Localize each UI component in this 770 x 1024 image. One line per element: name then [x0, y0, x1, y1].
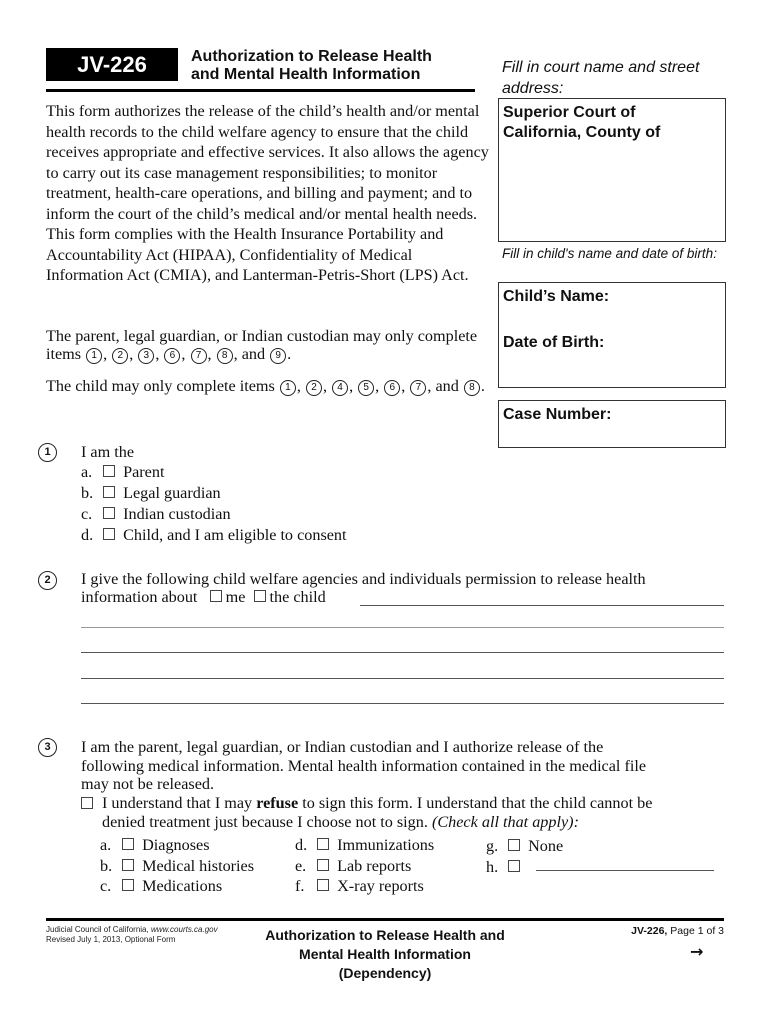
recipient-line[interactable] [81, 652, 724, 653]
refuse-checkbox[interactable] [81, 797, 93, 809]
item2-line1: I give the following child welfare agencies and individuals permission to release health [81, 570, 646, 588]
court-hint: Fill in court name and street address: [502, 59, 700, 97]
parent-note-text: The parent, legal guardian, or Indian custodian may only complete items [46, 327, 478, 363]
item-ref-circle: 2 [306, 380, 322, 396]
checkbox[interactable] [122, 879, 134, 891]
child-note-text: The child may only complete items [46, 377, 275, 395]
item3-option-b: b. Medical histories [100, 856, 255, 875]
recipient-line[interactable] [81, 678, 724, 679]
item-ref-circle: 2 [112, 348, 128, 364]
header-divider [46, 89, 475, 92]
case-number-field[interactable] [498, 400, 726, 448]
item2-line2: information about me the child [81, 588, 326, 606]
checkbox[interactable] [317, 879, 329, 891]
court-label-line2: California, County of [503, 124, 661, 141]
item1-option-a: a. Parent [81, 463, 165, 481]
form-id-badge: JV-226 [46, 48, 178, 81]
case-number-label: Case Number: [503, 406, 612, 423]
checkbox[interactable] [122, 859, 134, 871]
recipient-line[interactable] [360, 605, 724, 606]
item1-options [81, 462, 347, 546]
checkbox[interactable] [103, 528, 115, 540]
item-ref-circle: 1 [280, 380, 296, 396]
checkbox[interactable] [103, 507, 115, 519]
checkbox[interactable] [103, 465, 115, 477]
form-title-line1: Authorization to Release Health [191, 48, 432, 65]
item2-text [81, 570, 741, 606]
child-info-box [498, 282, 726, 388]
court-label [499, 99, 725, 143]
item-ref-circle: 7 [191, 348, 207, 364]
recipient-line[interactable] [81, 627, 724, 628]
item3-option-d: d. Immunizations [295, 836, 435, 854]
item3-option-g: g. None [486, 837, 564, 855]
item3-option-a: a. Diagnoses [100, 836, 210, 854]
item-ref-circle: 7 [410, 380, 426, 396]
item-ref-circle: 6 [164, 348, 180, 364]
parent-items-note: The parent, legal guardian, or Indian custodian may only complete items 1 , 2 , 3 , 6 , 7 , 8 , and 9 . [46, 327, 478, 363]
footer-page-info [560, 925, 724, 937]
footer-title: Authorization to Release Health and Mental Health Information (Dependency) [265, 927, 505, 981]
refuse-statement: I understand that I may refuse to sign this form. I understand that the child cannot be denied treatment just because I choose not to sign. (Check all that apply): [102, 794, 653, 831]
child-items-note: The child may only complete items 1 , 2 , 4 , 5 , 6 , 7 , and 8 . [46, 377, 485, 395]
item-ref-circle: 8 [464, 380, 480, 396]
child-name-label: Child’s Name: [503, 288, 610, 305]
item-ref-circle: 9 [270, 348, 286, 364]
item-number-2: 2 [38, 571, 57, 590]
checkbox-the-child[interactable] [254, 590, 266, 602]
dob-field[interactable] [499, 329, 725, 353]
form-title [191, 48, 432, 84]
other-info-line[interactable] [536, 870, 714, 871]
page-number: Page 1 of 3 [667, 925, 724, 937]
child-name-field[interactable] [499, 283, 725, 329]
footer-form-id: JV-226, [631, 925, 668, 937]
child-hint: Fill in child's name and date of birth: [502, 246, 717, 261]
footer-revised: Revised July 1, 2013, Optional Form [46, 935, 176, 944]
checkbox[interactable] [317, 859, 329, 871]
checkbox-me[interactable] [210, 590, 222, 602]
checkbox[interactable] [508, 860, 520, 872]
item-ref-circle: 4 [332, 380, 348, 396]
item3-option-h: h. [486, 857, 563, 878]
dob-label: Date of Birth: [503, 334, 605, 351]
item1-option-b: b. Legal guardian [81, 484, 221, 502]
item1-prompt: I am the [81, 443, 135, 461]
item3-option-e: e. Lab reports [295, 856, 412, 875]
item3-option-c: c. Medications [100, 877, 223, 895]
item-ref-circle: 8 [217, 348, 233, 364]
checkbox[interactable] [508, 839, 520, 851]
item-ref-circle: 5 [358, 380, 374, 396]
item3-option-f: f. X-ray reports [295, 877, 424, 895]
footer-publisher: Judicial Council of California, www.courts.ca.gov Revised July 1, 2013, Optional Form [46, 925, 218, 944]
next-page-arrow-icon[interactable]: → [690, 942, 704, 961]
item-ref-circle: 6 [384, 380, 400, 396]
court-label-line1: Superior Court of [503, 104, 636, 121]
court-name-field[interactable] [498, 98, 726, 242]
item3-col1 [100, 835, 254, 897]
item-number-3: 3 [38, 738, 57, 757]
item-ref-circle: 1 [86, 348, 102, 364]
checkbox[interactable] [317, 838, 329, 850]
recipient-line[interactable] [81, 703, 724, 704]
checkbox[interactable] [122, 838, 134, 850]
item3-col2 [295, 835, 434, 897]
item-number-1: 1 [38, 443, 57, 462]
checkbox[interactable] [103, 486, 115, 498]
intro-paragraph: This form authorizes the release of the child’s health and/or mental health records to the child welfare agency to ensure that the child receives appropriate and effective services. It also allows the agency to carry out its case management responsibilities; to monitor treatment, health-care operations, and billing and payment; and to inform the court of the child’s medical and/or mental health needs. This form complies with the Health Insurance Portability and Accountability Act (HIPAA), Confidentiality of Medical Information Act (CMIA), and Lanterman-Petris-Short (LPS) Act. [46, 102, 489, 284]
item-ref-circle: 3 [138, 348, 154, 364]
form-title-line2: and Mental Health Information [191, 66, 421, 83]
item1-option-c: c. Indian custodian [81, 505, 231, 523]
footer-divider [46, 918, 724, 921]
item3-text: I am the parent, legal guardian, or Indian custodian and I authorize release of the following medical information. Mental health information contained in the medical file may not be released. [81, 738, 647, 793]
item1-option-d: d. Child, and I am eligible to consent [81, 526, 347, 544]
courts-link[interactable]: www.courts.ca.gov [150, 925, 218, 934]
